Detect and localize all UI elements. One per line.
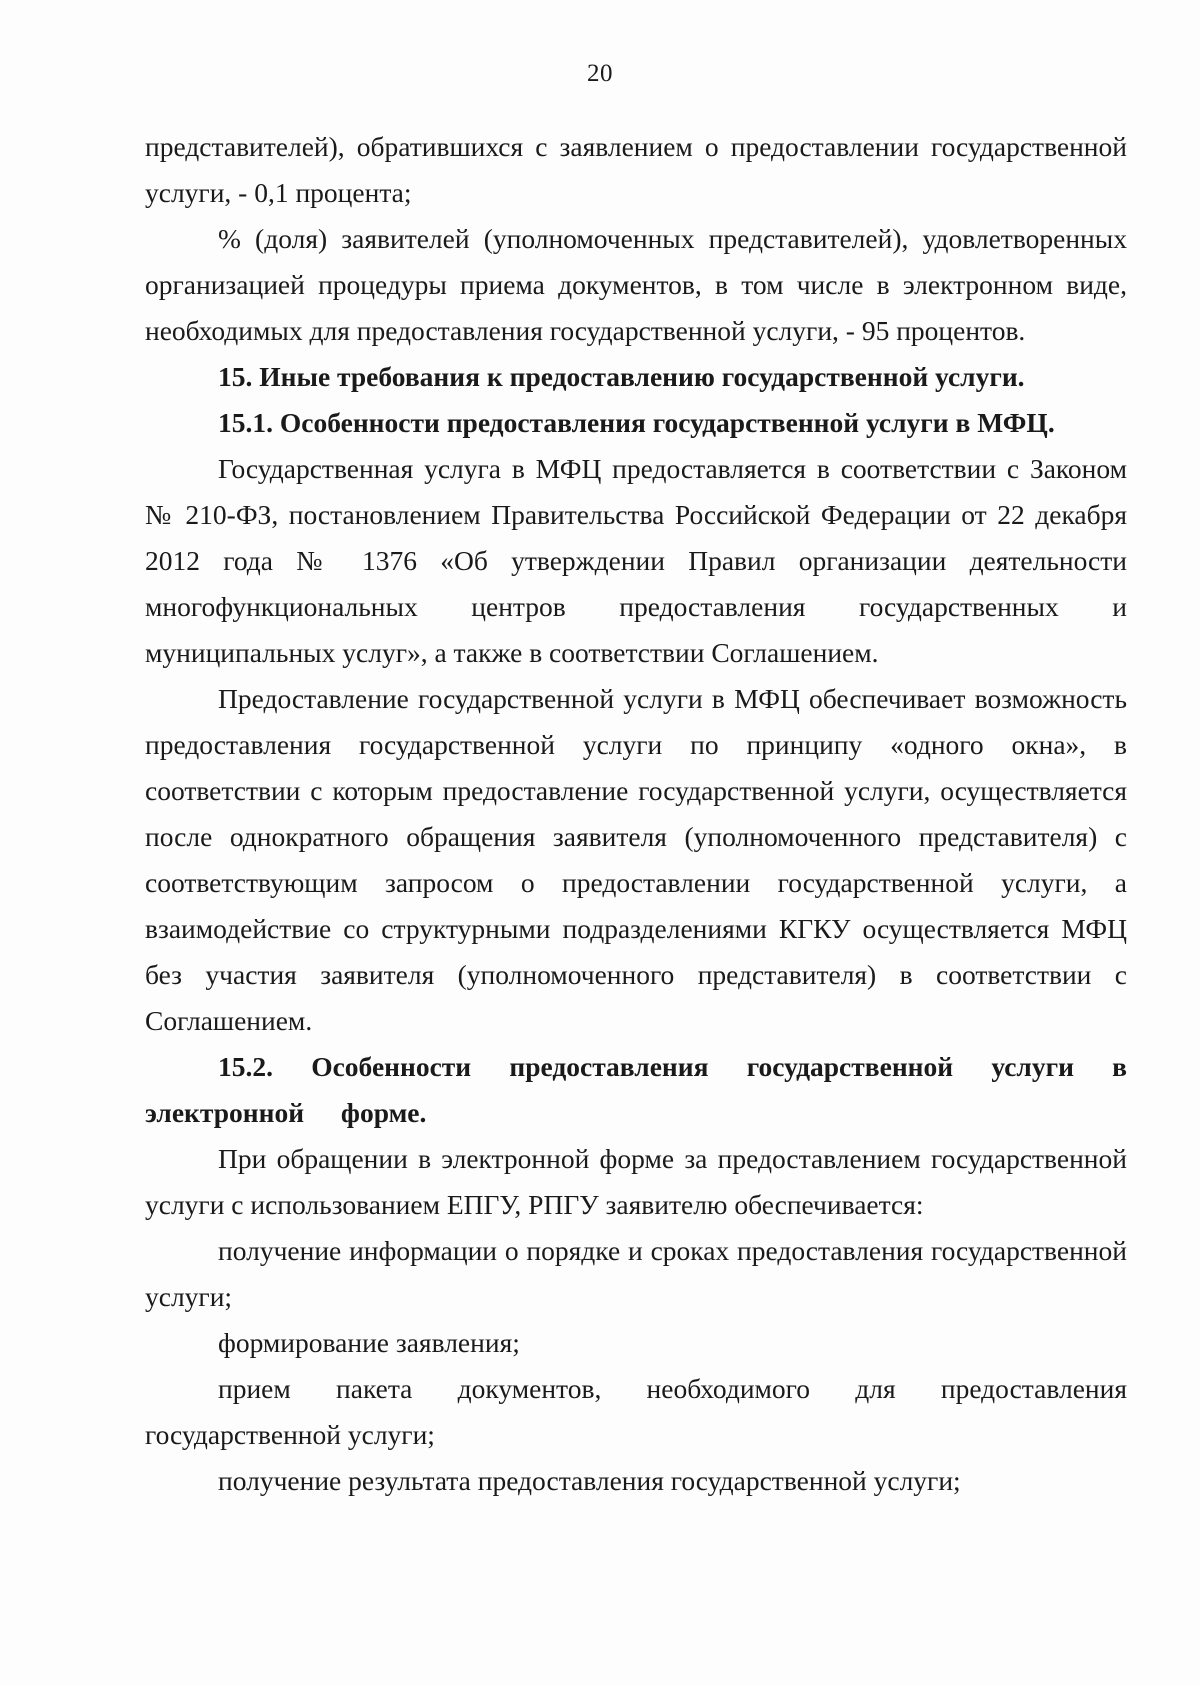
- list-item-application: формирование заявления;: [218, 1327, 520, 1358]
- paragraph-continuation: представителей), обратившихся с заявлением о предоставлении государственной услуги, - 0,1 процента;: [145, 131, 1127, 208]
- paragraph-one-window: Предоставление государственной услуги в МФЦ обеспечивает возможность предоставления государственной услуги по принципу «одного окна», в соответствии с которым предоставление государственной услуги, осуществляется после однократного обращения заявителя (уполномоченного представителя) с соответствующим запросом о предоставлении государственной услуги, а взаимодействие со структурными подразделениями КГКУ осуществляется МФЦ без участия заявителя (уполномоченного представителя) в соответствии с Соглашением.: [145, 683, 1127, 1036]
- document-body: [145, 124, 1127, 1504]
- section-heading-15: 15. Иные требования к предоставлению государственной услуги.: [218, 361, 1025, 392]
- section-heading-15-2: 15.2. Особенности предоставления государственной услуги в электронной форме.: [145, 1051, 1127, 1128]
- list-item-documents: прием пакета документов, необходимого для предоставления государственной услуги;: [145, 1373, 1127, 1450]
- section-heading-15-1: 15.1. Особенности предоставления государственной услуги в МФЦ.: [218, 407, 1055, 438]
- page-number: 20: [587, 60, 613, 87]
- paragraph-electronic-form: При обращении в электронной форме за предоставлением государственной услуги с использованием ЕПГУ, РПГУ заявителю обеспечивается:: [145, 1143, 1127, 1220]
- list-item-info: получение информации о порядке и сроках предоставления государственной услуги;: [145, 1235, 1127, 1312]
- paragraph-satisfaction-share: % (доля) заявителей (уполномоченных представителей), удовлетворенных организацией процедуры приема документов, в том числе в электронном виде, необходимых для предоставления государственной услуги, - 95 процентов.: [145, 223, 1127, 346]
- paragraph-mfc-law: Государственная услуга в МФЦ предоставляется в соответствии с Законом № 210-ФЗ, постановлением Правительства Российской Федерации от 22 декабря 2012 года № 1376 «Об утверждении Правил организации деятельности многофункциональных центров предоставления государственных и муниципальных услуг», а также в соответствии Соглашением.: [145, 453, 1127, 668]
- list-item-result: получение результата предоставления государственной услуги;: [218, 1465, 961, 1496]
